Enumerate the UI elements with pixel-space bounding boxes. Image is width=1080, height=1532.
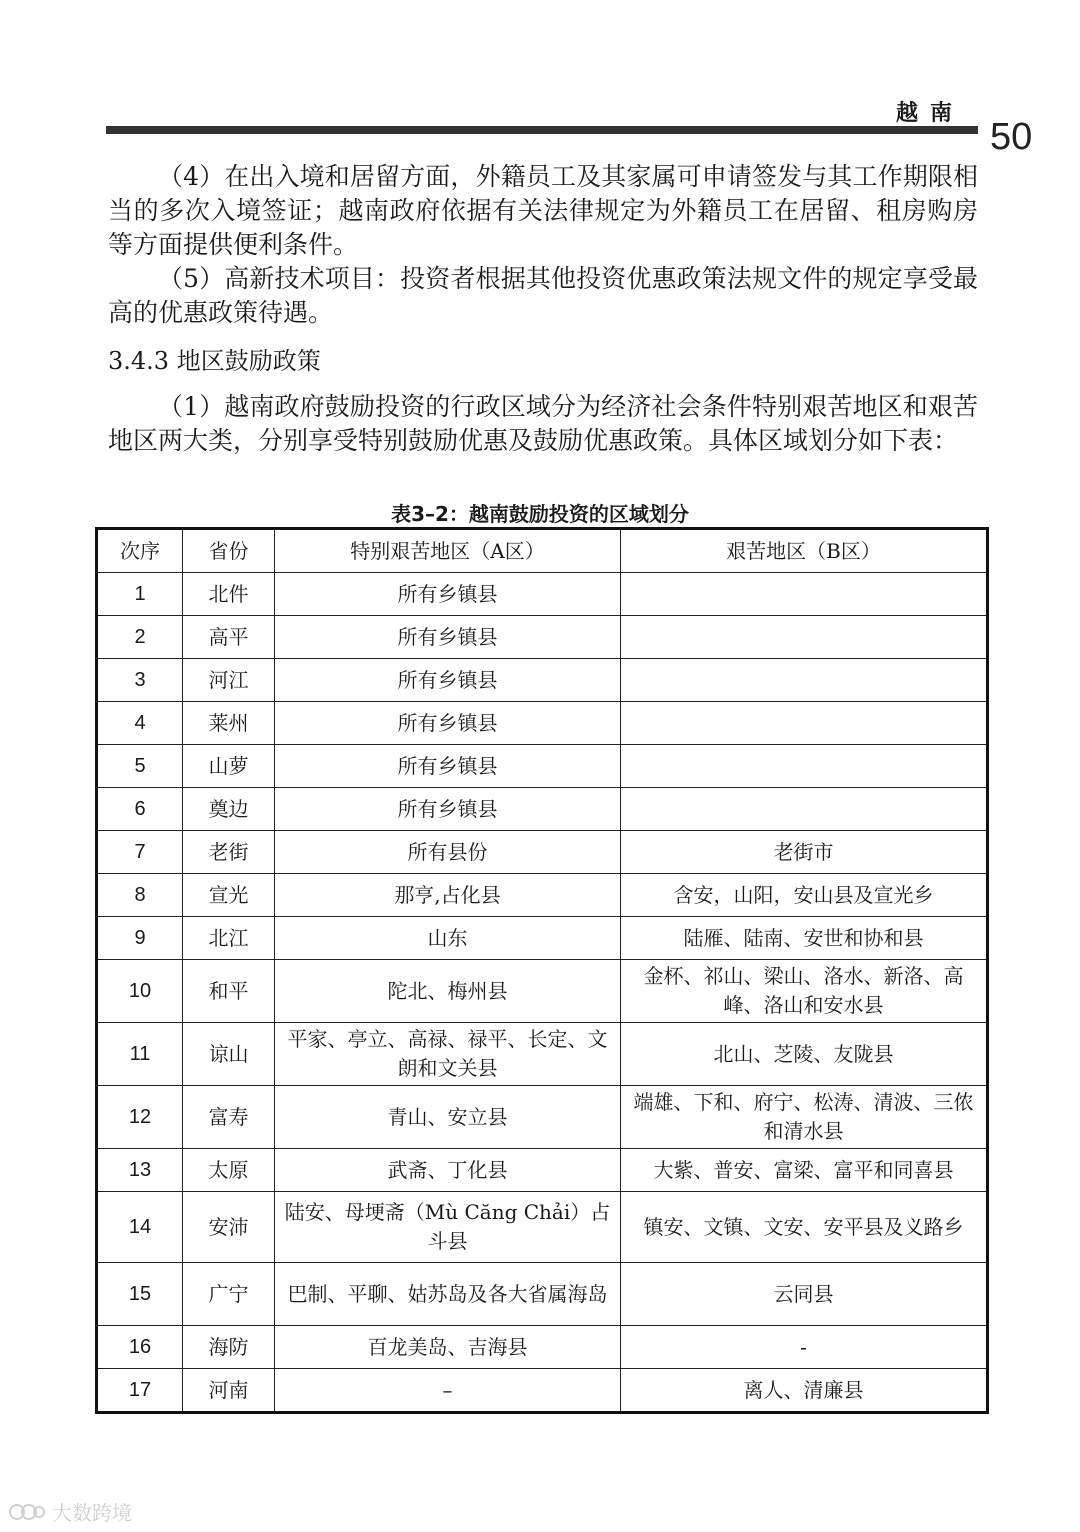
running-header-title: 越南 — [896, 101, 965, 126]
cell-zone-a: 所有乡镇县 — [275, 659, 621, 702]
cell-province: 宣光 — [183, 874, 275, 917]
cell-province: 高平 — [183, 616, 275, 659]
header-zone-a: 特别艰苦地区（A区） — [275, 529, 621, 573]
header-rule — [106, 126, 978, 134]
cell-zone-b: 老街市 — [621, 831, 988, 874]
cell-order: 5 — [97, 745, 183, 788]
cell-zone-b: 金杯、祁山、梁山、洛水、新洛、高峰、洛山和安水县 — [621, 960, 988, 1023]
cell-zone-a: 巴制、平聊、姑苏岛及各大省属海岛 — [275, 1263, 621, 1326]
table-header-row — [97, 529, 988, 573]
cell-zone-a: 所有乡镇县 — [275, 573, 621, 616]
cell-zone-b — [621, 573, 988, 616]
cell-zone-b: 陆雁、陆南、安世和协和县 — [621, 917, 988, 960]
watermark — [8, 1497, 132, 1526]
cell-province: 和平 — [183, 960, 275, 1023]
cell-province: 河江 — [183, 659, 275, 702]
table-row — [97, 616, 988, 659]
header-province: 省份 — [183, 529, 275, 573]
cell-province: 安沛 — [183, 1192, 275, 1263]
table-row — [97, 1023, 988, 1086]
cell-zone-b — [621, 745, 988, 788]
cell-zone-a: 陀北、梅州县 — [275, 960, 621, 1023]
cell-order: 6 — [97, 788, 183, 831]
cell-zone-a: 所有乡镇县 — [275, 702, 621, 745]
cell-zone-a: 山东 — [275, 917, 621, 960]
cell-order: 13 — [97, 1149, 183, 1192]
table-row — [97, 1263, 988, 1326]
cell-zone-a: 平家、亭立、高禄、禄平、长定、文朗和文关县 — [275, 1023, 621, 1086]
cell-province: 北件 — [183, 573, 275, 616]
cell-order: 9 — [97, 917, 183, 960]
cell-zone-b — [621, 616, 988, 659]
cell-order: 7 — [97, 831, 183, 874]
cell-order: 16 — [97, 1326, 183, 1369]
cell-province: 北江 — [183, 917, 275, 960]
table-caption: 表3–2：越南鼓励投资的区域划分 — [391, 502, 689, 526]
table-row — [97, 1192, 988, 1263]
table-row — [97, 960, 988, 1023]
table-row — [97, 659, 988, 702]
cell-province: 老街 — [183, 831, 275, 874]
table-row — [97, 1369, 988, 1413]
cell-zone-b — [621, 788, 988, 831]
cell-zone-b: 北山、芝陵、友陇县 — [621, 1023, 988, 1086]
table-row — [97, 745, 988, 788]
table-row — [97, 874, 988, 917]
cell-zone-a: 所有乡镇县 — [275, 788, 621, 831]
cell-zone-b: 云同县 — [621, 1263, 988, 1326]
cell-order: 2 — [97, 616, 183, 659]
cell-order: 14 — [97, 1192, 183, 1263]
cell-province: 海防 — [183, 1326, 275, 1369]
cell-zone-b — [621, 702, 988, 745]
cell-province: 山萝 — [183, 745, 275, 788]
paragraph-1: （1）越南政府鼓励投资的行政区域分为经济社会条件特别艰苦地区和艰苦地区两大类，分别享受特别鼓励优惠及鼓励优惠政策。具体区域划分如下表： — [108, 392, 978, 455]
cell-zone-b: 大紫、普安、富梁、富平和同喜县 — [621, 1149, 988, 1192]
cell-zone-a: 那亨,占化县 — [275, 874, 621, 917]
cell-zone-a: 所有县份 — [275, 831, 621, 874]
page-number: 50 — [990, 116, 1033, 158]
cell-order: 15 — [97, 1263, 183, 1326]
cell-order: 10 — [97, 960, 183, 1023]
cell-province: 河南 — [183, 1369, 275, 1413]
cell-order: 4 — [97, 702, 183, 745]
region-table — [95, 527, 989, 1414]
cell-zone-a: 百龙美岛、吉海县 — [275, 1326, 621, 1369]
table-row — [97, 702, 988, 745]
cell-province: 谅山 — [183, 1023, 275, 1086]
cell-zone-b: - — [621, 1326, 988, 1369]
cell-order: 1 — [97, 573, 183, 616]
paragraph-4: （4）在出入境和居留方面，外籍员工及其家属可申请签发与其工作期限相当的多次入境签证；越南政府依据有关法律规定为外籍员工在居留、租房购房等方面提供便利条件。 — [108, 162, 978, 259]
cell-zone-b — [621, 659, 988, 702]
cell-province: 莱州 — [183, 702, 275, 745]
header-order: 次序 — [97, 529, 183, 573]
header-zone-b: 艰苦地区（B区） — [621, 529, 988, 573]
cell-zone-a: 陆安、母埂斋（Mù Căng Chải）占斗县 — [275, 1192, 621, 1263]
table-row — [97, 788, 988, 831]
body-text — [108, 160, 978, 458]
section-heading: 3.4.3 地区鼓励政策 — [108, 347, 321, 375]
table-row — [97, 831, 988, 874]
cell-order: 11 — [97, 1023, 183, 1086]
cell-province: 广宁 — [183, 1263, 275, 1326]
watermark-text: 大数跨境 — [52, 1501, 132, 1525]
cell-zone-a: 所有乡镇县 — [275, 616, 621, 659]
cell-zone-a: 青山、安立县 — [275, 1086, 621, 1149]
cell-zone-b: 端雄、下和、府宁、松涛、清波、三侬和清水县 — [621, 1086, 988, 1149]
cell-province: 太原 — [183, 1149, 275, 1192]
watermark-logo-icon — [8, 1502, 46, 1522]
cell-order: 3 — [97, 659, 183, 702]
table-row — [97, 917, 988, 960]
cell-zone-a: – — [275, 1369, 621, 1413]
cell-order: 8 — [97, 874, 183, 917]
cell-zone-b: 含安，山阳，安山县及宣光乡 — [621, 874, 988, 917]
table-row — [97, 1326, 988, 1369]
cell-province: 奠边 — [183, 788, 275, 831]
cell-province: 富寿 — [183, 1086, 275, 1149]
table-row — [97, 573, 988, 616]
cell-zone-b: 离人、清廉县 — [621, 1369, 988, 1413]
cell-order: 12 — [97, 1086, 183, 1149]
cell-order: 17 — [97, 1369, 183, 1413]
table-row — [97, 1086, 988, 1149]
paragraph-5: （5）高新技术项目：投资者根据其他投资优惠政策法规文件的规定享受最高的优惠政策待遇。 — [108, 264, 978, 327]
cell-zone-a: 武斋、丁化县 — [275, 1149, 621, 1192]
cell-zone-a: 所有乡镇县 — [275, 745, 621, 788]
table-row — [97, 1149, 988, 1192]
cell-zone-b: 镇安、文镇、文安、安平县及义路乡 — [621, 1192, 988, 1263]
